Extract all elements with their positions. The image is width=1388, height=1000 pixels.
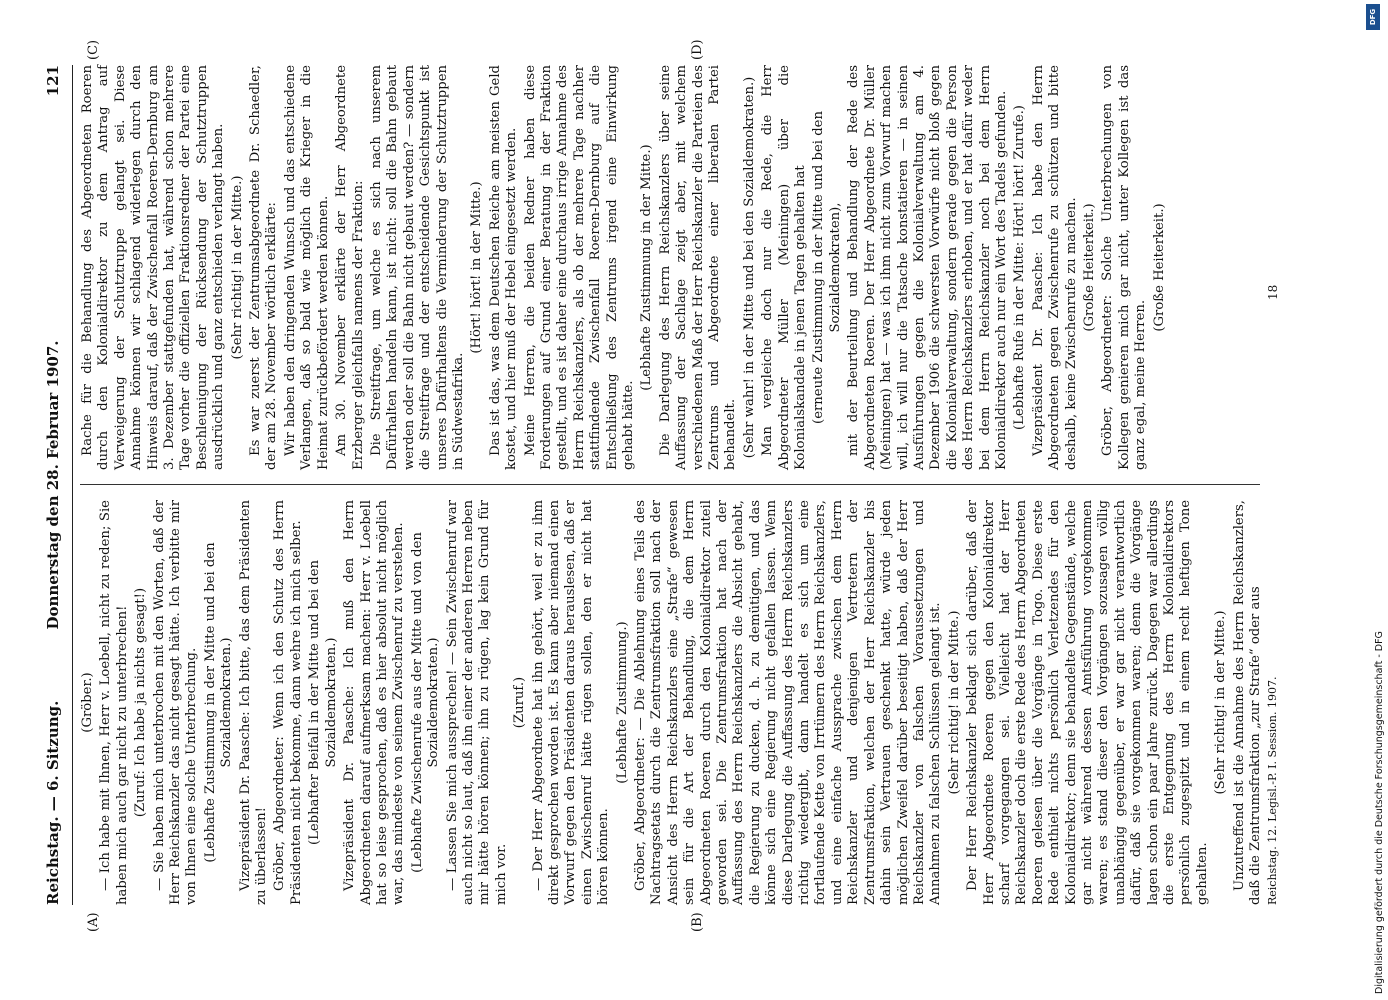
right-column-paragraph: Wir haben den dringenden Wunsch und das entschiedene Verlangen, daß so bald wie möglich die Krieger in die Heimat zurückbefördert werden können. [282,65,331,470]
dfg-logo-text: DFG [1369,8,1377,26]
left-column-paragraph: (Lebhafte Zustimmung in der Mitte und bei den Sozialdemokraten.) [202,542,235,863]
column-divider [80,484,1260,485]
right-column-paragraph: Vizepräsident Dr. Paasche: Ich habe den Herrn Abgeordneten gegen Zwischenrufe zu schützen und bitte deshalb, keine Zwischenrufe zu machen. [1030,65,1079,470]
left-column-paragraph: Unzutreffend ist die Annahme des Herrn Reichskanzlers, daß die Zentrumsfraktion „zur Strafe“ oder aus [1231,500,1264,905]
margin-mark-a: (A) [86,912,101,932]
left-column-paragraph: Vizepräsident Dr. Paasche: Ich bitte, das dem Präsidenten zu überlassen! [237,500,270,905]
left-column-paragraph: Gröber, Abgeordneter: Wenn ich den Schutz des Herrn Präsidenten nicht bekomme, dann wehre ich mich selber. [272,500,304,905]
footer-left: Reichstag. 12. Legisl.-P. I. Session. 1907. [1266,676,1279,905]
left-column-paragraph: (Lebhafte Zwischenrufe aus der Mitte und von den Sozialdemokraten.) [409,532,442,873]
left-column-paragraph: Vizepräsident Dr. Paasche: Ich muß den Herrn Abgeordneten darauf aufmerksam machen: Herr v. Loebell hat so leise gesprochen, daß es hier absolut nicht möglich war, das mindeste von seinem Zwischenruf zu verstehen. [342,500,407,905]
left-column-paragraph: (Gröber.) [80,672,95,733]
right-column-paragraph: (Lebhafte Rufe in der Mitte: Hört! hört! Zurufe.) [1012,105,1028,430]
page-number: 121 [44,65,62,97]
right-column-paragraph: mit der Beurteilung und Behandlung der Rede des Abgeordneten Roeren. Der Herr Abgeordnete Dr. Müller (Meiningen) hat — was ich ihm nicht zum Vorwurf machen will, ich will nur die Tatsache konstatieren — in seinen Ausführungen gegen die Kolonialverwaltung am 4. Dezember 1906 die schwersten Vorwürfe nicht bloß gegen die Kolonialverwaltung, sondern gerade gegen die Person des Herrn Reichskanzlers erhoben, und er hat dafür weder bei dem Herrn Reichskanzler noch bei dem Herrn Kolonialdirektor auch nur ein Wort des Tadels gefunden. [846,65,1009,470]
header-left: Reichstag. — 6. Sitzung. [44,700,62,905]
right-column [80,65,1260,470]
left-column-paragraph: Der Herr Reichskanzler beklagt sich darüber, daß der Herr Abgeordnete Roeren gegen den Kolonialdirektor scharf vorgegangen sei. Vielleicht hat der Herr Reichskanzler doch die erste Rede des Herrn Abgeordneten Roeren gelesen über die Vorgänge in Togo. Diese erste Rede enthielt nichts persönlich Verletzendes für den Kolonialdirektor; denn sie behandelte Gegenstände, welche gar nicht während dessen Amtsführung vorgekommen waren; es stand dieser den Vorgängen sozusagen völlig unabhängig gegenüber, er war gar nicht verantwortlich dafür, daß sie vorgekommen waren; denn die Vorgänge lagen schon ein paar Jahre zurück. Dagegen war allerdings die erste Entgegnung des Herrn Kolonialdirektors persönlich zugespitzt und in einem recht heftigen Tone gehalten. [965,500,1210,905]
right-column-paragraph: (Große Heiterkeit.) [1151,203,1167,332]
right-column-paragraph: (Hört! hört! in der Mitte.) [469,181,485,354]
right-column-paragraph: (Sehr wahr! in der Mitte und bei den Sozialdemokraten.) [741,76,757,459]
right-column-paragraph: Am 30. November erklärte der Herr Abgeordnete Erzberger gleichfalls namens der Fraktion: [334,65,366,470]
right-column-paragraph: Man vergleiche doch nur die Rede, die Herr Abgeordneter Müller (Meiningen) über die Kolonialskandale in jenen Tagen gehalten hat [760,65,809,470]
right-column-paragraph: (erneute Zustimmung in der Mitte und bei den Sozialdemokraten), [811,111,843,424]
side-note-text: Digitalisierung gefördert durch die Deutsche Forschungsgemeinschaft - DFG [1374,631,1385,994]
left-column-paragraph: Gröber, Abgeordneter: — Die Ablehnung eines Teils des Nachtragsetats durch die Zentrumsfraktion soll nach der Ansicht des Herrn Reichskanzlers eine „Strafe“ gewesen sein für die Art der Behandlung, die dem Herrn Abgeordneten Roeren durch den Kolonialdirektor zuteil geworden sei. Die Zentrumsfraktion hat nach der Auffassung des Herrn Reichskanzlers die Absicht gehabt, die Regierung zu ducken, d. h. zu demütigen, und das könne sich eine Regierung nicht gefallen lassen. Wenn diese Darlegung die Auffassung des Herrn Reichskanzlers richtig wiedergibt, dann handelt es sich um eine fortlaufende Kette von Irrtümern des Herrn Reichskanzlers, und eine einfache Aussprache zwischen dem Herrn Reichskanzler und denjenigen Vertretern der Zentrumsfraktion, welchen der Herr Reichskanzler bis dahin sein Vertrauen geschenkt hatte, würde jeden möglichen Zweifel darüber beseitigt haben, daß der Herr Reichskanzler von falschen Voraussetzungen und Annahmen zu falschen Schlüssen gelangt ist. [633,500,944,905]
left-column-paragraph: — Der Herr Abgeordnete hat ihn gehört, weil er zu ihm direkt gesprochen worden ist. Es kann aber niemand einen Vorwurf gegen den Präsidenten daraus herauslesen, daß er einen Zwischenruf hätte rügen sollen, den er nicht hat hören können. [530,500,612,905]
right-column-paragraph: Die Streitfrage, um welche es sich nach unserem Dafürhalten handeln kann, ist nicht: soll die Bahn gebaut werden oder soll die Bahn nicht gebaut werden? — sondern die Streitfrage und der entscheidende Gesichtspunkt ist unseres Dafürhaltens die Verminderung der Schutztruppen in Südwestafrika. [368,65,466,470]
left-column-paragraph: (Zuruf.) [512,676,528,729]
margin-mark-c: (C) [86,39,101,60]
margin-mark-d: (D) [690,39,705,60]
page-header [44,65,70,905]
left-column-paragraph: — Lassen Sie mich aussprechen! — Sein Zwischenruf war auch nicht so laut, daß ihn einer der anderen Herren neben mir hätte hören können; ihn zu rügen, lag kein Grund für mich vor. [444,500,509,905]
right-column-paragraph: Das ist das, was dem Deutschen Reiche am meisten Geld kostet, und hier muß der Hebel eingesetzt werden. [487,65,520,470]
side-note [1374,14,1388,994]
right-column-paragraph: (Sehr richtig! in der Mitte.) [229,175,245,360]
header-rule [72,65,73,905]
left-column-paragraph: — Ich habe mit Ihnen, Herr v. Loebell, nicht zu reden; Sie haben mich auch gar nicht zu unterbrechen! [98,500,130,905]
left-column-paragraph: (Lebhafte Zustimmung.) [614,621,630,784]
header-date: Donnerstag den 28. Februar 1907. [44,340,62,630]
right-column-paragraph: Die Darlegung des Herrn Reichskanzlers über seine Auffassung der Sachlage zeigt aber, mit welchem verschiedenen Maß der Herr Reichskanzler die Parteien des Zentrums und Abgeordnete einer liberalen Partei behandelt. [657,64,739,470]
left-column-paragraph: (Lebhafter Beifall in der Mitte und bei den Sozialdemokraten.) [307,559,339,846]
margin-mark-b: (B) [690,912,705,932]
left-column-paragraph: (Sehr richtig! in der Mitte.) [1213,610,1229,795]
right-column-paragraph: (Lebhafte Zustimmung in der Mitte.) [639,144,655,391]
right-column-paragraph: (Große Heiterkeit.) [1081,203,1097,332]
footer-page-marker: 18 [1266,284,1280,300]
right-column-paragraph: Es war zuerst der Zentrumsabgeordnete Dr. Schaedler, der am 28. November wörtlich erklärte: [248,65,280,470]
left-column-paragraph: (Sehr richtig! in der Mitte.) [946,610,962,795]
right-column-paragraph: Meine Herren, die beiden Redner haben diese Forderungen auf Grund einer Beratung in der Fraktion gestellt, und es ist daher eine durchaus irrige Annahme des Herrn Reichskanzlers, als ob der mehrere Tage nachher stattfindende Zwischenfall Roeren-Dernburg auf die Entschließung des Zentrums irgend eine Einwirkung gehabt hätte. [522,65,636,470]
right-column-paragraph: Gröber, Abgeordneter: Solche Unterbrechungen von Kollegen genieren mich gar nicht, unter Kollegen ist das ganz egal, meine Herren. [1100,65,1149,470]
left-column-paragraph: (Zuruf: Ich habe ja nichts gesagt!) [133,587,149,818]
left-column-paragraph: — Sie haben mich unterbrochen mit den Worten, daß der Herr Reichskanzler das nicht gesagt hätte. Ich verbitte mir von Ihnen eine solche Unterbrechung. [151,500,200,905]
left-column [80,500,1264,905]
right-column-paragraph: Rache für die Behandlung des Abgeordneten Roeren durch den Kolonialdirektor zu dem Antrag auf Verweigerung der Schutztruppe gelangt sei. Diese Annahme können wir schlagend widerlegen durch den Hinweis darauf, daß der Zwischenfall Roeren-Dernburg am 3. Dezember stattgefunden hat, während schon mehrere Tage vorher die offiziellen Fraktionsredner der Partei eine Beschleunigung der Rücksendung der Schutztruppen ausdrücklich und ganz entschieden verlangt haben. [80,65,227,470]
